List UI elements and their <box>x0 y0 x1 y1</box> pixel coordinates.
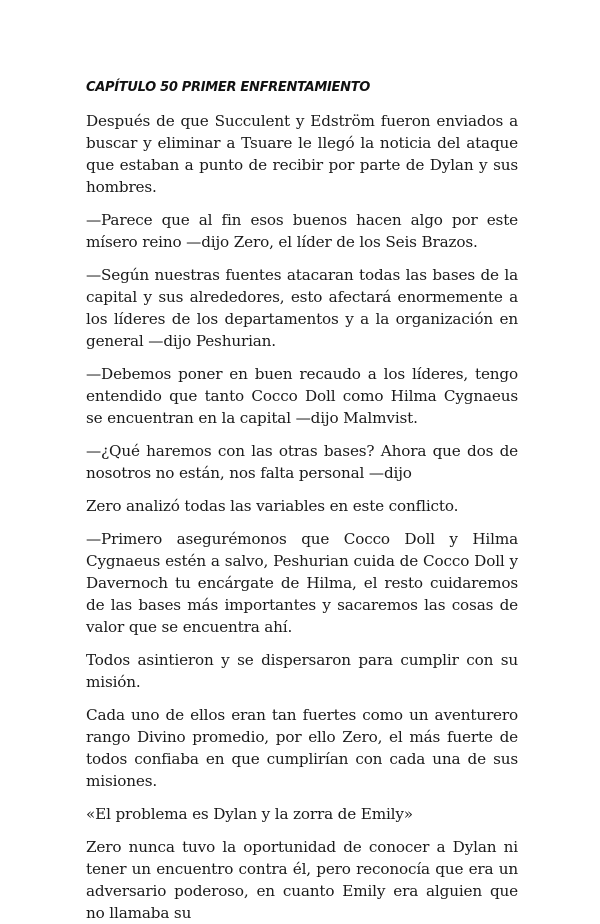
paragraph: Zero nunca tuvo la oportunidad de conocer a Dylan ni tener un encuentro contra él, pero reconocía que era un adversario poderoso, en cuanto Emily era alguien que no llamaba su <box>86 838 518 922</box>
paragraph: —Según nuestras fuentes atacaran todas las bases de la capital y sus alrededores, esto afectará enormemente a los líderes de los departamentos y a la organización en general —dijo Peshurian. <box>86 266 518 350</box>
paragraph: «El problema es Dylan y la zorra de Emily» <box>86 805 413 823</box>
chapter-title: CAPÍTULO 50 PRIMER ENFRENTAMIENTO <box>86 80 371 95</box>
paragraph: Todos asintieron y se dispersaron para cumplir con su misión. <box>86 651 518 691</box>
paragraph: —Parece que al fin esos buenos hacen algo por este mísero reino —dijo Zero, el líder de los Seis Brazos. <box>86 211 518 251</box>
paragraph: Zero analizó todas las variables en este conflicto. <box>86 497 459 515</box>
book-page <box>86 80 518 924</box>
paragraph: —Debemos poner en buen recaudo a los líderes, tengo entendido que tanto Cocco Doll como Hilma Cygnaeus se encuentran en la capital —dijo Malmvist. <box>86 365 518 427</box>
paragraph: —¿Qué haremos con las otras bases? Ahora que dos de nosotros no están, nos falta personal —dijo <box>86 442 518 482</box>
paragraph: —Primero asegurémonos que Cocco Doll y Hilma Cygnaeus estén a salvo, Peshurian cuida de Cocco Doll y Davernoch tu encárgate de Hilma, el resto cuidaremos de las bases más importantes y sacaremos las cosas de valor que se encuentra ahí. <box>86 530 518 636</box>
paragraph: Cada uno de ellos eran tan fuertes como un aventurero rango Divino promedio, por ello Zero, el más fuerte de todos confiaba en que cumplirían con cada una de sus misiones. <box>86 706 518 790</box>
paragraph: Después de que Succulent y Edström fueron enviados a buscar y eliminar a Tsuare le llegó la noticia del ataque que estaban a punto de recibir por parte de Dylan y sus hombres. <box>86 112 518 196</box>
